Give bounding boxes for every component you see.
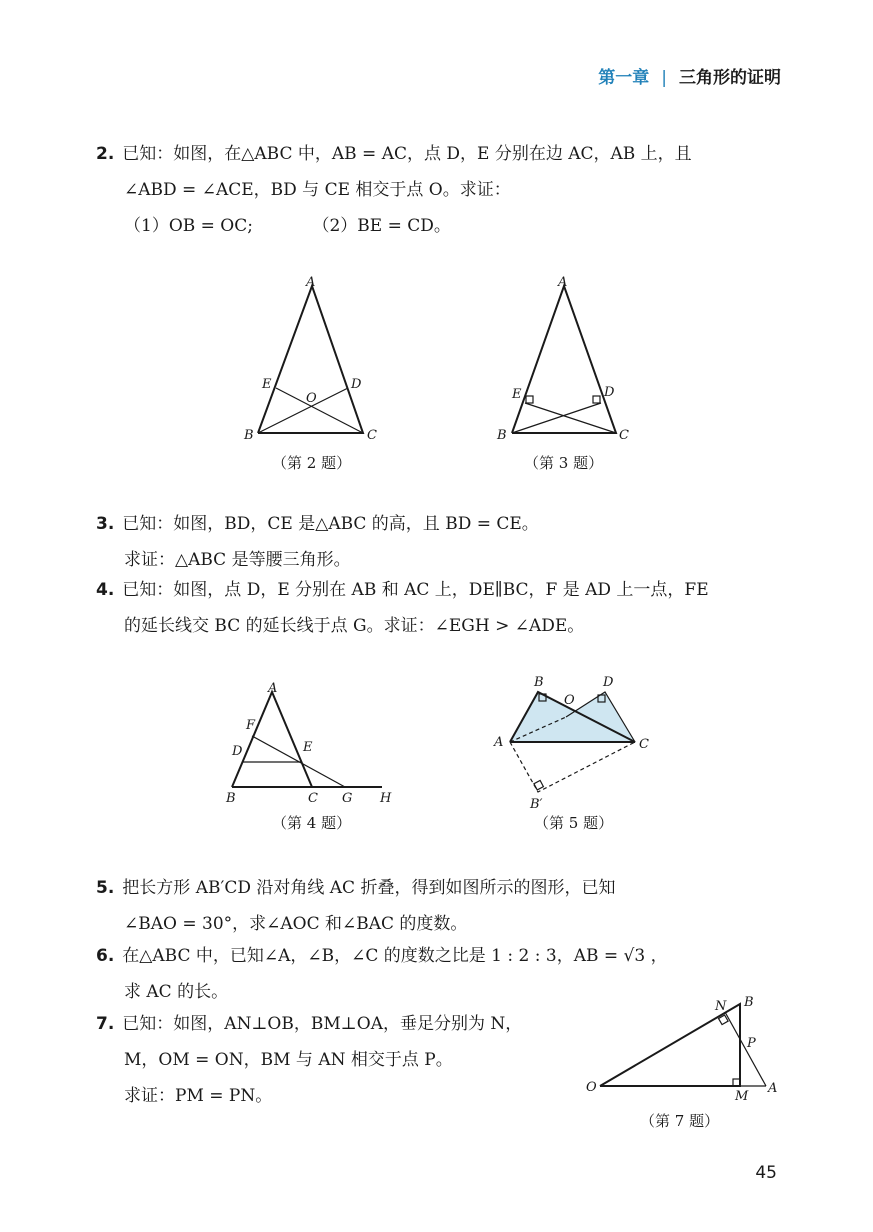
right-angle-mark-m <box>733 1079 740 1086</box>
label-o: O <box>306 391 317 406</box>
figure-caption: （第 4 题） <box>272 814 352 832</box>
problem-text: 求证：△ABC 是等腰三角形。 <box>124 550 351 570</box>
label-d: D <box>603 675 614 690</box>
label-b-prime: B′ <box>530 797 543 812</box>
problem-text: M，OM = ON，BM 与 AN 相交于点 P。 <box>124 1050 453 1070</box>
figure-caption: （第 2 题） <box>272 454 352 472</box>
problem-text: 把长方形 AB′CD 沿对角线 AC 折叠，得到如图所示的图形，已知 <box>122 878 616 898</box>
figure-2 <box>240 276 390 446</box>
problem-4 <box>96 572 786 644</box>
problem-number: 7. <box>96 1014 115 1034</box>
label-a: A <box>768 1081 778 1096</box>
triangle-abc <box>258 286 363 433</box>
altitude-ce <box>525 403 616 433</box>
label-b: B <box>244 428 254 443</box>
label-c: C <box>619 428 629 443</box>
label-d: D <box>232 744 243 759</box>
segment-an <box>725 1012 766 1086</box>
label-d: D <box>351 377 362 392</box>
problem-text: 已知：如图，点 D，E 分别在 AB 和 AC 上，DE∥BC，F 是 AD 上一点，FE <box>122 580 709 600</box>
problem-text: ∠BAO = 30°，求∠AOC 和∠BAC 的度数。 <box>124 914 468 934</box>
figure-caption: （第 5 题） <box>534 814 614 832</box>
chapter-title: 三角形的证明 <box>679 68 781 88</box>
problem-number: 4. <box>96 580 115 600</box>
label-a: A <box>558 275 568 290</box>
label-c: C <box>367 428 377 443</box>
figure-7 <box>580 994 780 1104</box>
label-b: B <box>497 428 507 443</box>
problem-7 <box>96 1006 566 1114</box>
page-number: 45 <box>755 1163 777 1183</box>
problem-3 <box>96 506 786 578</box>
dashed-ab-prime-c <box>510 742 635 792</box>
problem-text: 已知：如图，AN⊥OB，BM⊥OA，垂足分别为 N， <box>122 1014 523 1034</box>
figure-4 <box>222 680 402 805</box>
label-o: O <box>564 693 575 708</box>
problem-text: （1）OB = OC; （2）BE = CD。 <box>124 216 451 236</box>
label-c: C <box>308 791 318 806</box>
right-angle-mark-d <box>593 396 600 403</box>
problem-text: 在△ABC 中，已知∠A，∠B，∠C 的度数之比是 1 : 2 : 3，AB = √3 ， <box>122 946 668 966</box>
running-header <box>598 63 781 88</box>
label-a: A <box>306 275 316 290</box>
label-e: E <box>512 387 522 402</box>
triangle-abc <box>512 286 616 433</box>
right-angle-mark-b-prime <box>534 780 543 789</box>
figure-3 <box>494 276 644 446</box>
problem-number: 5. <box>96 878 115 898</box>
label-c: C <box>639 737 649 752</box>
label-b: B <box>744 995 754 1010</box>
label-o: O <box>586 1080 597 1095</box>
label-b: B <box>534 675 544 690</box>
label-m: M <box>735 1089 749 1104</box>
altitude-bd <box>512 403 601 433</box>
triangle-abc <box>232 692 312 787</box>
problem-number: 2. <box>96 144 115 164</box>
label-f: F <box>246 718 256 733</box>
figure-caption: （第 7 题） <box>640 1112 720 1130</box>
problem-number: 3. <box>96 514 115 534</box>
label-a: A <box>268 681 278 696</box>
label-n: N <box>715 999 727 1014</box>
label-d: D <box>604 385 615 400</box>
chapter-label: 第一章 <box>598 68 650 88</box>
right-angle-mark-e <box>526 396 533 403</box>
figure-5 <box>490 672 660 812</box>
problem-2 <box>96 136 786 244</box>
label-b: B <box>226 791 236 806</box>
label-g: G <box>342 791 353 806</box>
problem-number: 6. <box>96 946 115 966</box>
label-e: E <box>303 740 313 755</box>
problem-text: ∠ABD = ∠ACE，BD 与 CE 相交于点 O。求证： <box>124 180 511 200</box>
problem-text: 已知：如图，BD，CE 是△ABC 的高，且 BD = CE。 <box>122 514 539 534</box>
figure-caption: （第 3 题） <box>524 454 604 472</box>
label-a: A <box>494 735 504 750</box>
label-e: E <box>262 377 272 392</box>
label-p: P <box>747 1036 756 1051</box>
problem-text: 求 AC 的长。 <box>124 982 229 1002</box>
problem-5 <box>96 870 786 942</box>
label-h: H <box>380 791 392 806</box>
problem-text: 求证：PM = PN。 <box>124 1086 273 1106</box>
problem-text: 已知：如图，在△ABC 中，AB = AC，点 D，E 分别在边 AC，AB 上，且 <box>122 144 692 164</box>
problem-text: 的延长线交 BC 的延长线于点 G。求证：∠EGH > ∠ADE。 <box>124 616 585 636</box>
triangle-obm <box>600 1004 740 1086</box>
header-separator: | <box>661 68 667 88</box>
